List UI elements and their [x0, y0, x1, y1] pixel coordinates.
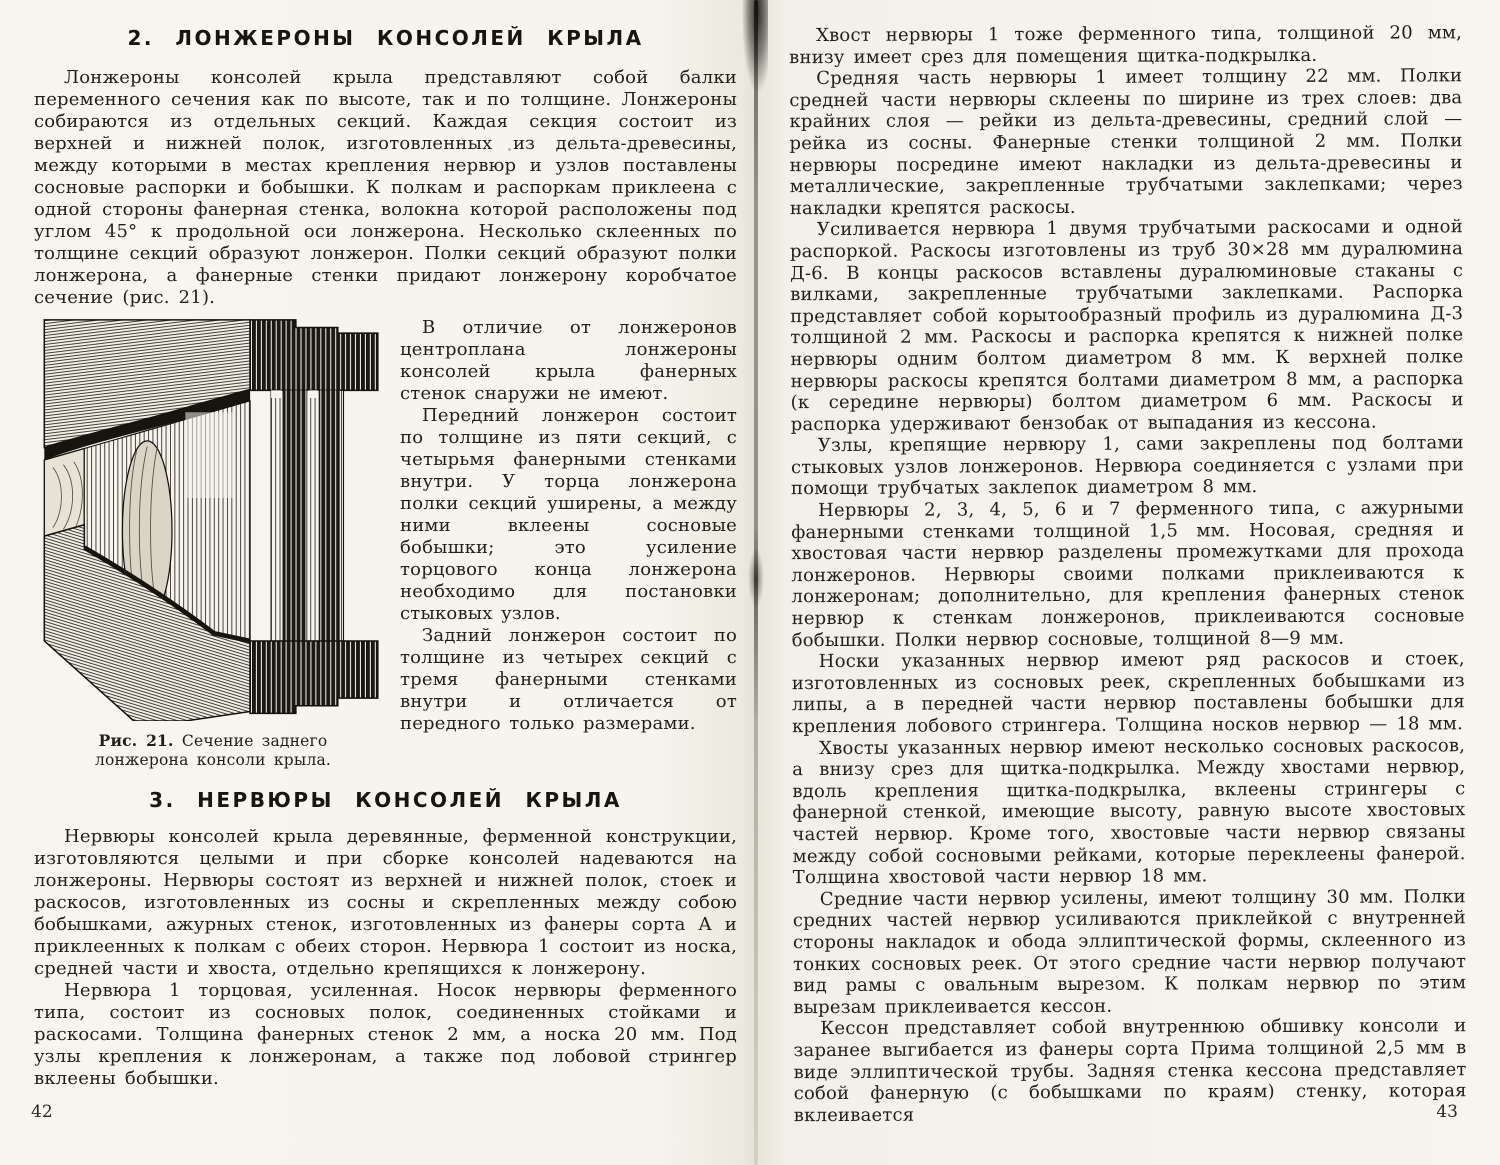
paragraph: Нервюра 1 торцовая, усиленная. Носок нервюры ферменного типа, состоит из сосновых полок, соединенных стойками и раскосами. Толщина фанерных стенок 2 мм, а носка 20 мм. Под узлы крепления к лонжеронам, а также под лобовой стрингер вклеены бобышки.: [34, 980, 737, 1089]
paragraph: Средние части нервюр усилены, имеют толщину 30 мм. Полки средних частей нервюр усиливаются приклейкой с внутренней стороны накладок и обода эллиптической формы, склеенного из тонких сосновых реек. От этого средние части нервюр получают вид рамы с овальным вырезом. К полкам нервюр по этим вырезам приклеивается кессон.: [792, 885, 1467, 1018]
intro-paragraph: Лонжероны консолей крыла представляют собой балки переменного сечения как по высоте, так и по толщине. Лонжероны собираются из отдельных секций. Каждая секция состоит из верхней и нижней полок, изготовленных из дельта-древесины, между которыми в местах крепления нервюр и узлов поставлены сосновые распорки и бобышки. К полкам и распоркам приклеена с одной стороны фанерная стенка, волокна которой расположены под углом 45° к продольной оси лонжерона. Несколько склеенных по толщине секций образуют лонжерон. Полки секций образуют полки лонжерона, а фанерные стенки придают лонжерону коробчатое сечение (рис. 21).: [34, 67, 737, 308]
scan-speck: [238, 1030, 240, 1033]
paragraph: Узлы, крепящие нервюру 1, сами закреплены под болтами стыковых узлов лонжеронов. Нервюра соединяется с узлами при помощи трубчатых заклепок диаметром 8 мм.: [790, 432, 1464, 500]
figure-21: [34, 317, 392, 770]
section-2-heading: 2. ЛОНЖЕРОНЫ КОНСОЛЕЙ КРЫЛА: [127, 26, 644, 50]
paragraph: Хвост нервюры 1 тоже ферменного типа, толщиной 20 мм, внизу имеет срез для помещения щитка-подкрылка.: [789, 22, 1463, 68]
side-column: [392, 317, 737, 770]
page-number-left: 42: [31, 1102, 53, 1122]
paragraph: В отличие от лонжеронов центроплана лонжероны консолей крыла фанерных стенок снаружи не имеют.: [400, 317, 737, 404]
paragraph: Носки указанных нервюр имеют ряд раскосов и стоек, изготовленных из сосновых реек, скрепленных бобышками из липы, а в передней части нервюр поставлены бобышки для крепления лобового стрингера. Толщина носков нервюр — 18 мм.: [791, 648, 1466, 738]
paragraph: Хвосты указанных нервюр имеют несколько сосновых раскосов, а внизу срез для щитка-подкрылка. Между хвостами нервюр, вдоль крепления щитка-подкрылка, вклеены стрингеры с фанерной стенкой, имеющие высоту, равную высоте хвостовых частей нервюр. Кроме того, хвостовые части нервюр связаны между собой сосновыми рейками, которые переклеены фанерой. Толщина хвостовой части нервюр 18 мм.: [792, 734, 1466, 889]
page-right: [757, 0, 1500, 1165]
figure-caption: [34, 731, 392, 770]
spar-cross-section-illustration: [34, 317, 390, 721]
paragraph: Нервюры консолей крыла деревянные, ферменной конструкции, изготовляются целыми и при сборке консолей надеваются на лонжероны. Нервюры состоят из верхней и нижней полок, стоек и раскосов, изготовленных из сосны и скрепленных между собою бобышками, ажурных стенок, изготовленных из фанеры сорта А и приклеенных к полкам с обеих сторон. Нервюра 1 состоит из носка, средней части и хвоста, отдельно крепящихся к лонжерону.: [34, 826, 737, 979]
paragraph: Задний лонжерон состоит по толщине из четырех секций с тремя фанерными стенками внутри и отличается от передного только размерами.: [400, 625, 737, 734]
spine-smudge-top: [742, 0, 768, 92]
figure-caption-text: Сечение заднего лонжерона консоли крыла.: [94, 732, 332, 769]
paragraph: Нервюры 2, 3, 4, 5, 6 и 7 ферменного типа, с ажурными фанерными стенками толщиной 1,5 мм. Носовая, средняя и хвостовая части нервюр разделены промежутками для прохода лонжеронов. Нервюры своими полками приклеиваются к лонжеронам; дополнительно, для крепления фанерных стенок нервюр к стенкам лонжеронов, приклеиваются сосновые бобышки. Полки нервюр сосновые, толщиной 8—9 мм.: [791, 497, 1465, 651]
scan-speck: [508, 148, 511, 151]
paragraph: Средняя часть нервюры 1 имеет толщину 22 мм. Полки средней части нервюры склеены по ширине из трех слоев: два крайних слоя — рейки из дельта-древесины, средний слой — рейка из сосны. Фанерные стенки толщиной 2 мм. Полки нервюры посредине имеют накладки из дельта-древесины и металлические, закрепленные трубчатыми заклепками; через накладки крепятся раскосы.: [789, 65, 1463, 219]
figure-caption-label: Рис. 21.: [98, 731, 174, 750]
spine-smudge-middle: [748, 548, 764, 608]
right-page-content: [789, 22, 1467, 1126]
paragraph: Кессон представляет собой внутреннюю обшивку консоли и заранее выгибается из фанеры сорта Прима толщиной 2,5 мм в виде эллиптической трубы. Задняя стенка кессона представляет собой фанерную (с бобышками по краям) стенку, которая вклеивается: [793, 1015, 1467, 1126]
page-number-right: 43: [1436, 1102, 1458, 1122]
paragraph: Усиливается нервюра 1 двумя трубчатыми раскосами и одной распоркой. Раскосы изготовлены из труб 30×28 мм дуралюмина Д-6. В концы раскосов вставлены дуралюминовые стаканы с вилками, закрепленные трубчатыми заклепками. Распорка представляет собой корытообразный профиль из дуралюмина Д-3 толщиной 2 мм. Раскосы и распорка крепятся к нижней полке нервюры одним болтом диаметром 8 мм. К верхней полке нервюры раскосы крепятся болтами диаметром 8 мм, а распорка (к середине нервюры) болтом диаметром 6 мм. Раскосы и распорка удерживают бензобак от выпадания из кессона.: [789, 216, 1464, 435]
paragraph: Передний лонжерон состоит по толщине из пяти секций, с четырьмя фанерными стенками внутри. У торца лонжерона полки секций уширены, а между ними вклеены сосновые бобышки; это усиление торцового конца лонжерона необходимо для постановки стыковых узлов.: [400, 405, 737, 624]
figure-and-column-row: [34, 317, 737, 770]
section-3-heading: 3. НЕРВЮРЫ КОНСОЛЕЙ КРЫЛА: [149, 788, 622, 812]
